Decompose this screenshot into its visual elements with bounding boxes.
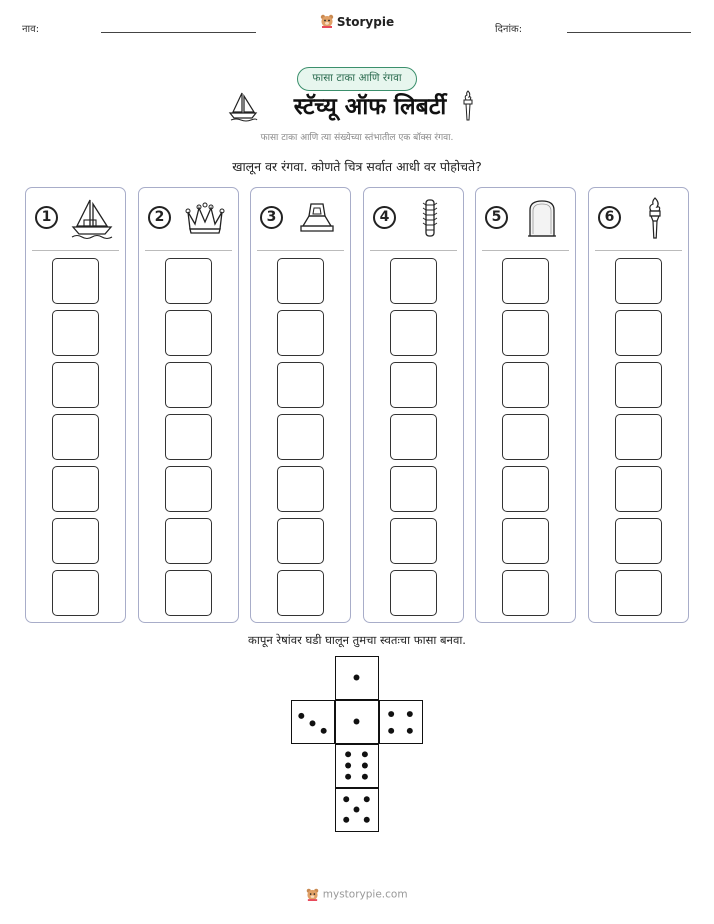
column-number: 2 — [148, 206, 171, 229]
color-box[interactable] — [52, 518, 99, 564]
column-divider — [145, 250, 232, 251]
color-box[interactable] — [52, 362, 99, 408]
color-box[interactable] — [52, 570, 99, 616]
color-box[interactable] — [277, 310, 324, 356]
color-box[interactable] — [615, 518, 662, 564]
dice-pip — [343, 796, 349, 802]
brand-name: Storypie — [336, 15, 395, 29]
column-divider — [32, 250, 119, 251]
cut-instruction: कापून रेषांवर घडी घालून तुमचा स्वतःचा फासा बनवा. — [248, 633, 466, 647]
dice-face-bottom — [335, 788, 379, 832]
color-box[interactable] — [390, 310, 437, 356]
stone-tablet-icon — [408, 196, 452, 242]
name-label: नाव: — [22, 24, 40, 35]
color-box[interactable] — [165, 466, 212, 512]
dice-pip — [298, 713, 304, 719]
column-2 — [138, 187, 239, 623]
color-box[interactable] — [502, 570, 549, 616]
color-box[interactable] — [615, 466, 662, 512]
pedestal-icon — [295, 196, 339, 242]
bear-icon — [320, 14, 334, 31]
tombstone-tablet-icon — [520, 196, 564, 242]
dice-pip — [407, 728, 413, 734]
dice-pip — [321, 728, 327, 734]
crown-icon — [183, 196, 227, 242]
dice-face-left — [291, 700, 335, 744]
dice-pip — [388, 728, 394, 734]
dice-pip — [364, 796, 370, 802]
color-box[interactable] — [277, 570, 324, 616]
color-box[interactable] — [52, 414, 99, 460]
dice-pip — [362, 763, 368, 769]
color-box[interactable] — [277, 414, 324, 460]
color-box[interactable] — [277, 518, 324, 564]
color-box[interactable] — [615, 310, 662, 356]
subtitle: फासा टाका आणि त्या संख्येच्या स्तंभातील एक बॉक्स रंगवा. — [260, 133, 454, 143]
activity-pill: फासा टाका आणि रंगवा — [297, 67, 417, 91]
color-box[interactable] — [615, 414, 662, 460]
column-5 — [475, 187, 576, 623]
dice-pip — [407, 711, 413, 717]
color-box[interactable] — [277, 466, 324, 512]
column-divider — [482, 250, 569, 251]
color-box[interactable] — [502, 310, 549, 356]
column-number: 3 — [260, 206, 283, 229]
dice-pip — [354, 719, 360, 725]
color-box[interactable] — [502, 258, 549, 304]
column-3 — [250, 187, 351, 623]
column-number: 1 — [35, 206, 58, 229]
footer — [0, 888, 714, 901]
color-box[interactable] — [165, 414, 212, 460]
color-box[interactable] — [52, 310, 99, 356]
page-title: स्टॅच्यू ऑफ लिबर्टी — [293, 94, 447, 120]
dice-face-center — [335, 700, 379, 744]
color-box[interactable] — [165, 518, 212, 564]
column-1 — [25, 187, 126, 623]
color-box[interactable] — [615, 570, 662, 616]
sailboat-icon — [70, 196, 114, 242]
dice-pip — [343, 817, 349, 823]
color-box[interactable] — [52, 258, 99, 304]
column-divider — [595, 250, 682, 251]
color-box[interactable] — [502, 466, 549, 512]
column-divider — [257, 250, 344, 251]
color-box[interactable] — [277, 258, 324, 304]
footer-url: mystorypie.com — [322, 888, 408, 901]
dice-face-lower — [335, 744, 379, 788]
color-box[interactable] — [165, 258, 212, 304]
dice-pip — [362, 774, 368, 780]
color-box[interactable] — [615, 362, 662, 408]
torch-icon — [462, 90, 474, 122]
color-box[interactable] — [390, 362, 437, 408]
color-box[interactable] — [390, 414, 437, 460]
date-line[interactable] — [567, 32, 691, 33]
color-box[interactable] — [52, 466, 99, 512]
torch-icon — [633, 196, 677, 242]
dice-pip — [354, 807, 360, 813]
color-box[interactable] — [277, 362, 324, 408]
color-box[interactable] — [390, 518, 437, 564]
color-box[interactable] — [390, 258, 437, 304]
brand-logo — [0, 14, 714, 31]
date-label: दिनांक: — [495, 24, 523, 35]
column-divider — [370, 250, 457, 251]
color-box[interactable] — [615, 258, 662, 304]
color-box[interactable] — [502, 362, 549, 408]
dice-pip — [354, 675, 360, 681]
dice-pip — [388, 711, 394, 717]
dice-pip — [345, 763, 351, 769]
column-6 — [588, 187, 689, 623]
dice-pip — [345, 774, 351, 780]
color-box[interactable] — [165, 362, 212, 408]
dice-face-right — [379, 700, 423, 744]
dice-pip — [345, 751, 351, 757]
question-text: खालून वर रंगवा. कोणते चित्र सर्वात आधी वर पोहोचते? — [232, 159, 482, 174]
color-box[interactable] — [165, 310, 212, 356]
column-number: 6 — [598, 206, 621, 229]
dice-pip — [310, 720, 316, 726]
column-number: 4 — [373, 206, 396, 229]
color-box[interactable] — [390, 466, 437, 512]
dice-face-top — [335, 656, 379, 700]
color-box[interactable] — [390, 570, 437, 616]
name-line[interactable] — [101, 32, 256, 33]
column-4 — [363, 187, 464, 623]
bear-icon — [306, 889, 322, 901]
color-box[interactable] — [165, 570, 212, 616]
dice-pip — [364, 817, 370, 823]
color-box[interactable] — [502, 414, 549, 460]
column-number: 5 — [485, 206, 508, 229]
sailboat-icon — [228, 90, 258, 122]
dice-pip — [362, 751, 368, 757]
color-box[interactable] — [502, 518, 549, 564]
